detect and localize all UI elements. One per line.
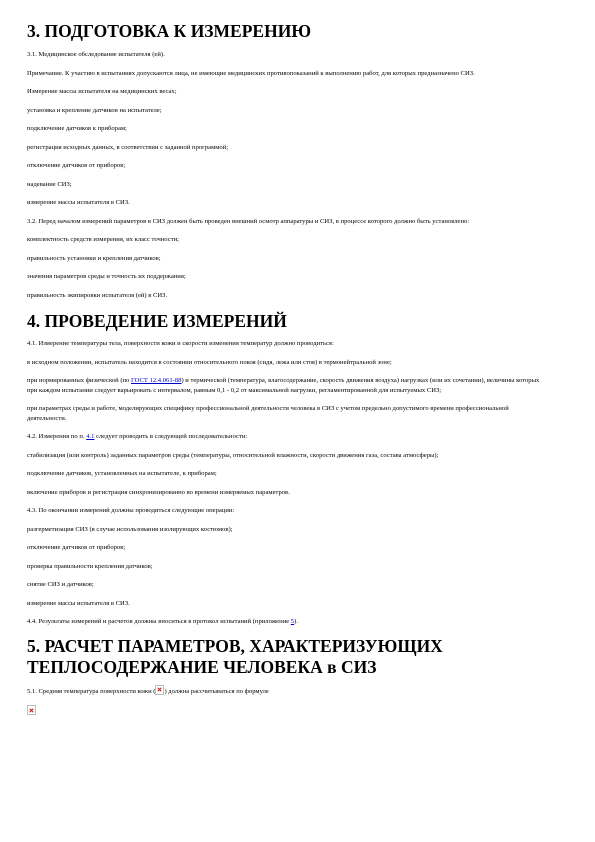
text-run: ) и термической (температура, влагосодержание, скорость движения воздуха) нагрузках (или их сочетании), величины которых при каждом испытании следует варьировать с интервалом, равным 0,1 - 0,2 от максимальной нагрузки, регламентированной для испытуемых СИЗ; <box>27 377 540 394</box>
broken-image-icon <box>155 685 164 695</box>
paragraph: измерение массы испытателя в СИЗ. <box>27 599 130 607</box>
paragraph: 3.2. Перед началом измерений параметров в СИЗ должен быть проведен внешний осмотр аппаратуры и СИЗ, в процессе которого должно быть установлено: <box>27 217 470 225</box>
paragraph: разгерметизация СИЗ (в случае использования изолирующих костюмов); <box>27 525 233 533</box>
paragraph <box>27 617 547 627</box>
paragraph: правильность экипировки испытателя (ей) в СИЗ. <box>27 291 168 299</box>
paragraph: при параметрах среды и работе, моделирующих специфику профессиональной деятельности человека в СИЗ с учетом предельно допустимого времени профессиональной деятельности. <box>27 405 509 422</box>
paragraph: надевание СИЗ; <box>27 180 72 188</box>
paragraph: комплектность средств измерения, их класс точности; <box>27 236 179 243</box>
paragraph: значения параметров среды и точность их поддержания; <box>27 273 186 280</box>
paragraph: Измерение массы испытателя на медицинских весах; <box>27 88 177 95</box>
section-4-heading: 4. ПРОВЕДЕНИЕ ИЗМЕРЕНИЙ <box>27 311 287 331</box>
paragraph: отключение датчиков от приборов; <box>27 162 126 169</box>
appendix-link[interactable]: 5 <box>290 618 295 625</box>
paragraph: в исходном положении, испытатель находится в состоянии относительного покоя (сидя, лежа или стоя) в термонейтральной зоне; <box>27 358 392 366</box>
paragraph: 4.3. По окончании измерений должны проводиться следующие операции: <box>27 507 235 514</box>
paragraph: стабилизация (или контроль) заданных параметров среды (температуры, относительной влажности, скорости движения газа, состава атмосферы); <box>27 451 439 459</box>
paragraph: подключение датчиков, установленных на испытателе, к приборам; <box>27 470 217 477</box>
paragraph <box>27 376 547 395</box>
section-3-heading: 3. ПОДГОТОВКА К ИЗМЕРЕНИЮ <box>27 21 312 41</box>
text-run: при нормированных физической (по <box>27 377 131 384</box>
paragraph: подключение датчиков к приборам; <box>27 125 127 132</box>
paragraph: снятие СИЗ и датчиков; <box>27 581 94 588</box>
paragraph: 4.1. Измерение температуры тела, поверхности кожи и скорости изменения температур должно проводиться: <box>27 340 334 347</box>
text-run: ) должна рассчитываться по формуле <box>164 687 269 695</box>
text-run: следует проводить в следующей последовательности: <box>94 433 248 440</box>
paragraph: регистрация исходных данных, в соответствии с заданной программой; <box>27 143 229 151</box>
paragraph <box>27 685 547 697</box>
text-run: 4.2. Измерения по п. <box>27 433 87 440</box>
paragraph: 3.1. Медицинское обследование испытателя (ей). <box>27 51 165 58</box>
paragraph <box>27 432 547 442</box>
paragraph: проверка правильности крепления датчиков; <box>27 562 153 570</box>
text-run: 4.4. Результаты измерений и расчетов должны вноситься в протокол испытаний (приложение <box>27 618 291 625</box>
paragraph: отключение датчиков от приборов; <box>27 544 126 551</box>
paragraph: правильность установки и крепления датчиков; <box>27 254 161 262</box>
text-run: 5.1. Средняя температура поверхности кожи ( <box>27 687 156 695</box>
clause-link[interactable]: 4.1 <box>86 433 95 440</box>
section-5-heading: 5. РАСЧЕТ ПАРАМЕТРОВ, ХАРАКТЕРИЗУЮЩИХ ТЕПЛОСОДЕРЖАНИЕ ЧЕЛОВЕКА в СИЗ <box>27 635 443 677</box>
broken-image-icon <box>27 705 36 715</box>
paragraph: измерение массы испытателя в СИЗ. <box>27 199 130 206</box>
paragraph: установка и крепление датчиков на испытателе; <box>27 106 162 114</box>
paragraph: включение приборов и регистрация синхронизированно во времени измеряемых параметров. <box>27 488 290 496</box>
text-run: ). <box>294 618 298 625</box>
gost-link[interactable]: ГОСТ 12.4.061-88 <box>131 377 182 384</box>
paragraph: Примечание. К участию в испытаниях допускаются лица, не имеющие медицинских противопоказаний к выполнению работ, для которых предназначено СИЗ. <box>27 69 475 77</box>
